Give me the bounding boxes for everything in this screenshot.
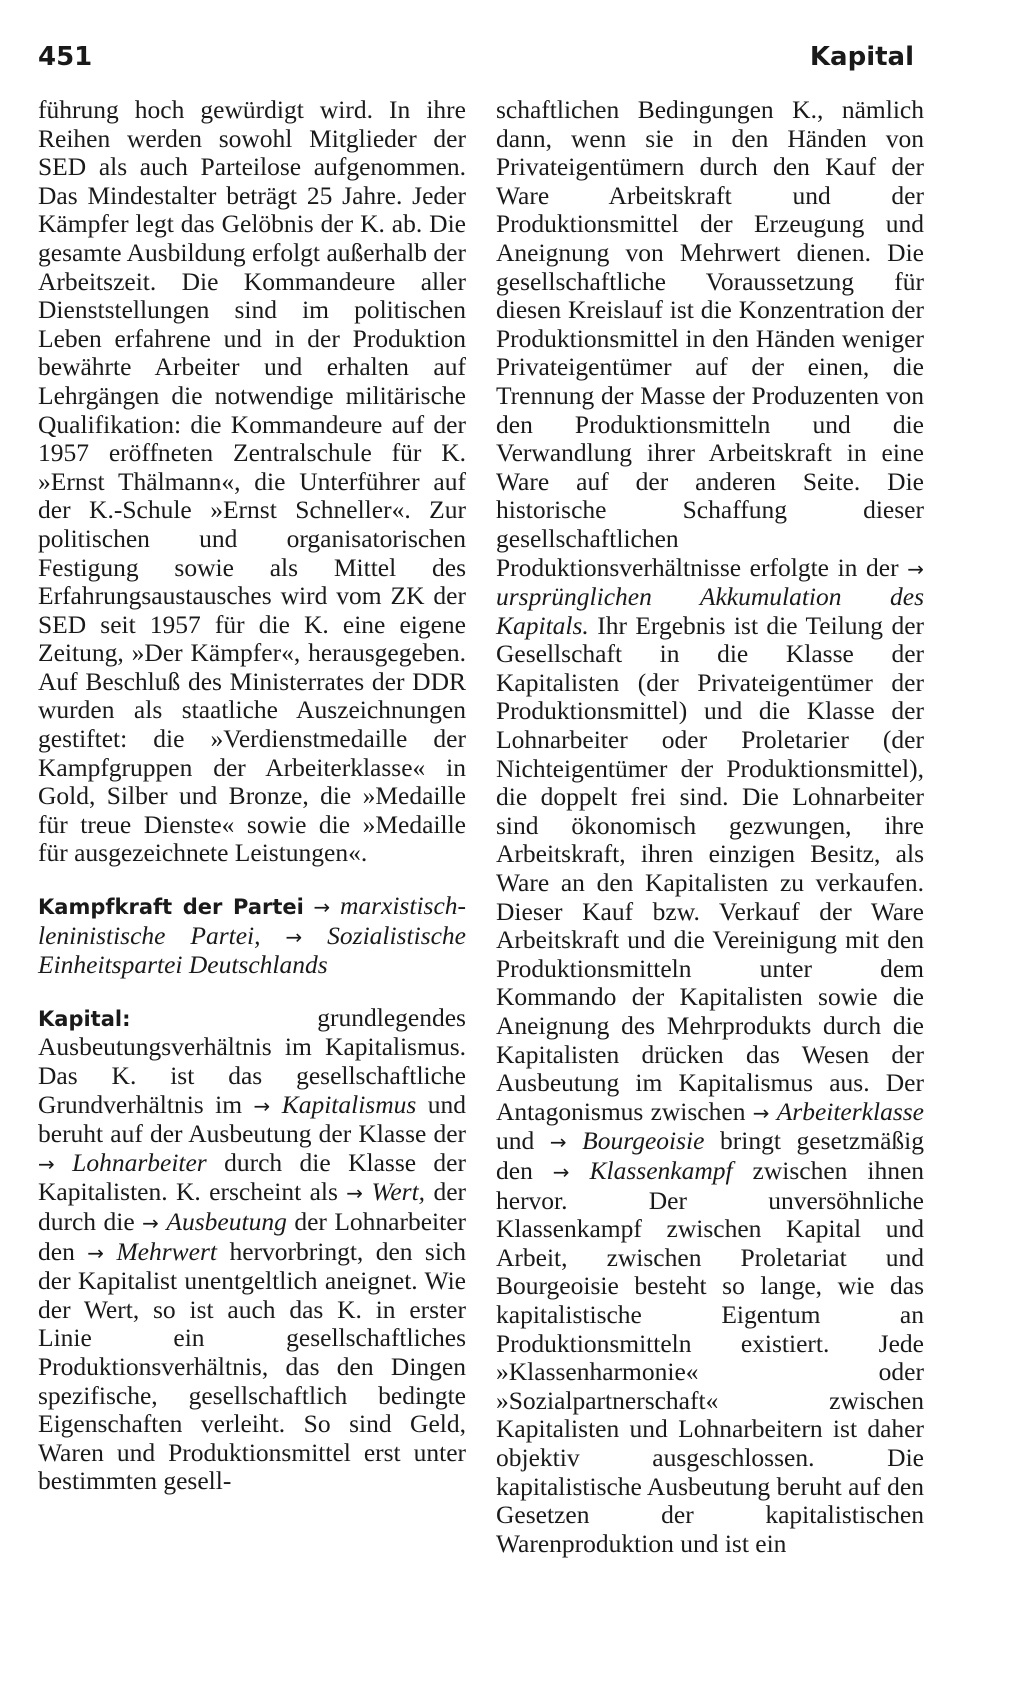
entry-kampfkraft [38, 892, 466, 980]
running-head: Kapital [809, 42, 914, 72]
page-number: 451 [38, 42, 93, 72]
entry-text: der durch die [38, 1177, 467, 1236]
cross-reference-arrow-icon: → [752, 1100, 770, 1125]
cross-reference-arrow-icon: → [907, 556, 925, 581]
entry-text: und beruht auf der Ausbeutung der Klasse der [38, 1089, 467, 1149]
paragraph-kampfgruppen-continued: führung hoch gewürdigt wird. In ihre Reihen werden sowohl Mitglieder der SED als auch Parteilose aufgenommen. Das Mindestalter beträgt 25 Jahre. Jeder Kämpfer legt das Gelöbnis der K. ab. Die gesamte Ausbildung erfolgt außerhalb der Arbeitszeit. Die Kommandeure aller Dienststellungen sind im politischen Leben erfahrene und in der Produktion bewährte Arbeiter und erhalten auf Lehrgängen die notwendige militärische Qualifikation: die Kommandeure auf der 1957 eröffneten Zentralschule für K. »Ernst Thälmann«, die Unterführer auf der K.-Schule »Ernst Schneller«. Zur politischen und organisatorischen Festigung sowie als Mittel des Erfahrungsaustausches wird vom ZK der SED seit 1957 für die K. eine eigene Zeitung, »Der Kämpfer«, herausgegeben. Auf Beschluß des Ministerrates der DDR wurden als staatliche Auszeichnungen gestiftet: die »Verdienstmedaille der Kampfgruppen der Arbeiterklasse« in Gold, Silber und Bronze, die »Medaille für treue Dienste« sowie die »Medaille für ausgezeichnete Leistungen«. [38, 95, 466, 868]
entry-text: Ihr Ergebnis ist die Teilung der Gesellschaft in die Klasse der Kapitalisten (der Privateigentümer der Produktionsmittel) und die Klasse der Lohnarbeiter oder Proletarier (der Nichteigentümer der Produktionsmittel), die doppelt frei sind. Die Lohnarbeiter sind ökonomisch gezwungen, ihre Arbeitskraft, ihren einzigen Besitz, als Ware an den Kapitalisten zu verkaufen. Dieser Kauf bzw. Verkauf der Ware Arbeitskraft und die Vereinigung mit den Produktionsmitteln unter dem Kommando der Kapitalisten sowie die Aneignung des Mehrprodukts durch die Kapitalisten drücken das Wesen der Ausbeutung im Kapitalismus aus. Der Antagonismus zwischen [496, 610, 925, 1126]
paragraph-kapital-continued [496, 96, 924, 1558]
cross-reference-link[interactable]: Klassenkampf [589, 1155, 733, 1185]
right-column [496, 96, 924, 1558]
cross-reference-link[interactable]: Bourgeoisie [582, 1126, 705, 1156]
entry-text: bringt gesetzmäßig den [496, 1126, 924, 1185]
cross-reference-arrow-icon: → [552, 1159, 570, 1184]
cross-reference-link[interactable]: ursprünglichen Akkumulation des Kapitals. [496, 582, 924, 640]
cross-reference-arrow-icon: → [549, 1130, 567, 1155]
cross-reference-link[interactable]: Lohnarbeiter [72, 1147, 207, 1177]
cross-reference-link[interactable]: Mehrwert [116, 1236, 218, 1266]
cross-reference-arrow-icon: → [285, 924, 303, 949]
left-column [38, 96, 466, 1496]
entry-kapital [38, 1004, 466, 1496]
cross-reference-arrow-icon: → [313, 895, 331, 920]
cross-reference-arrow-icon: → [142, 1210, 159, 1235]
cross-reference-link[interactable]: Ausbeutung [166, 1206, 287, 1236]
entry-text: der Lohnarbeiter den [38, 1206, 467, 1266]
cross-reference-arrow-icon: → [38, 1151, 55, 1176]
lemma-kapital: Kapital: [38, 1006, 131, 1031]
cross-reference-arrow-icon: → [346, 1181, 364, 1206]
cross-reference-link[interactable]: marxistisch-leninistische Partei, [38, 891, 467, 950]
entry-text: durch die Klasse der Kapitalisten. K. erscheint als [38, 1147, 466, 1207]
entry-text: und [496, 1126, 535, 1156]
cross-reference-arrow-icon: → [87, 1240, 105, 1265]
entry-text: hervorbringt, den sich der Kapitalist unentgeltlich aneignet. Wie der Wert, so ist auch das K. in erster Linie ein gesellschaftliches Produktionsverhältnis, das den Dingen spezifische, gesellschaftlich bedingte Eigenschaften verleiht. So sind Geld, Waren und Produktionsmittel erst unter bestimmten gesell- [38, 1236, 467, 1496]
cross-reference-link[interactable]: Wert, [371, 1177, 426, 1207]
entry-text: grundlegendes Ausbeutungsverhältnis im Kapitalismus. Das K. ist das gesellschaftliche Grundverhältnis im [38, 1002, 466, 1119]
cross-reference-link[interactable]: Kapitalismus [281, 1089, 417, 1119]
cross-reference-link[interactable]: Sozialistische Einheitspartei Deutschlands [38, 920, 467, 980]
entry-text: zwischen ihnen hervor. Der unversöhnliche Klassenkampf zwischen Kapital und Arbeit, zwischen Proletariat und Bourgeoisie besteht so lange, wie das kapitalistische Eigentum an Produktionsmitteln existiert. Jede »Klassenharmonie« oder »Sozialpartnerschaft« zwischen Kapitalisten und Lohnarbeitern ist daher objektiv ausgeschlossen. Die kapitalistische Ausbeutung beruht auf den Gesetzen der kapitalistischen Warenproduktion und ist ein [496, 1155, 925, 1558]
cross-reference-arrow-icon: → [253, 1093, 271, 1118]
lemma-kampfkraft: Kampfkraft der Partei [38, 895, 304, 920]
entry-text: schaftlichen Bedingungen K., nämlich dann, wenn sie in den Händen von Privateigentümern durch den Kauf der Ware Arbeitskraft und der Produktionsmittel der Erzeugung und Aneignung von Mehrwert dienen. Die gesellschaftliche Voraussetzung für diesen Kreislauf ist die Konzentration der Produktionsmittel in den Händen weniger Privateigentümer auf der einen, die Trennung der Masse der Produzenten von den Produktionsmitteln und die Verwandlung ihrer Arbeitskraft in eine Ware auf der anderen Seite. Die historische Schaffung dieser gesellschaftlichen Produktionsverhältnisse erfolgte in der [496, 95, 924, 582]
cross-reference-link[interactable]: Arbeiterklasse [776, 1096, 924, 1126]
